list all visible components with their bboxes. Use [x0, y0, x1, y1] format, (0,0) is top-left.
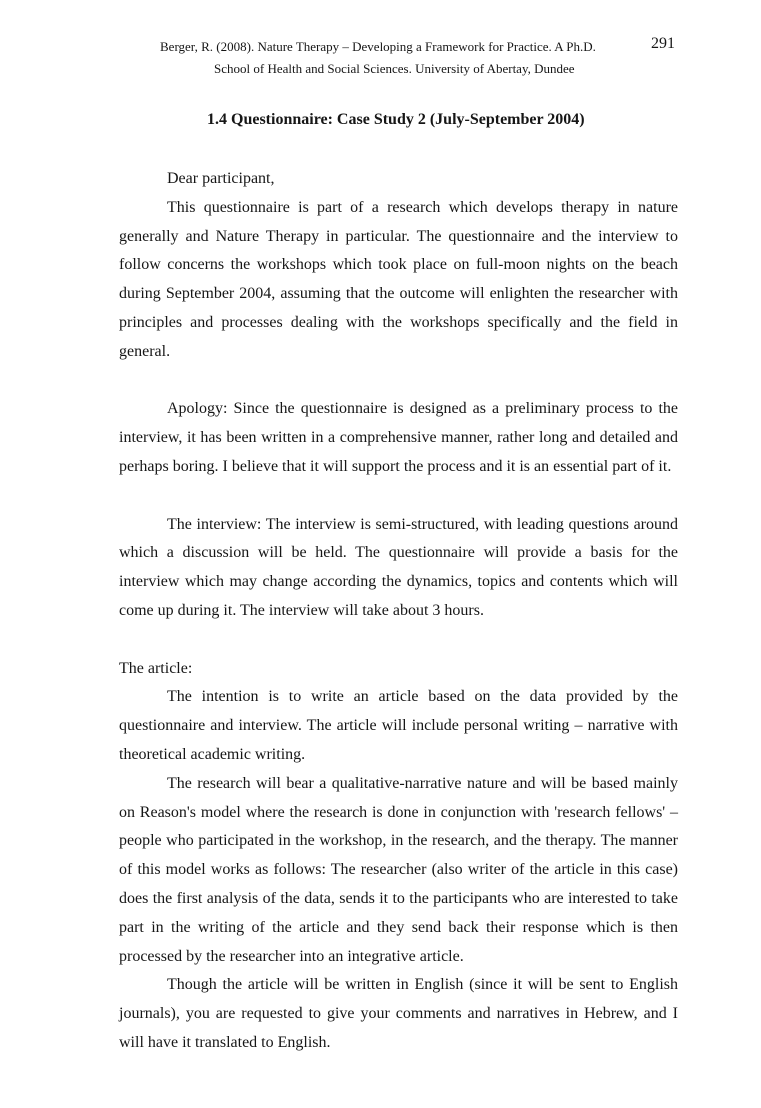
paragraph-article-intention: The intention is to write an article based on the data provided by the questionnaire and interview. The article will include personal writing – narrative with theoretical academic writing.: [119, 688, 678, 763]
paragraph-apology: Apology: Since the questionnaire is designed as a preliminary process to the interview, it has been written in a comprehensive manner, rather long and detailed and perhaps boring. I believe that it will support the process and it is an essential part of it.: [119, 400, 678, 475]
paragraph-language: Though the article will be written in English (since it will be sent to English journals), you are requested to give your comments and narratives in Hebrew, and I will have it translated to English.: [119, 976, 678, 1051]
paragraph-research-model: The research will bear a qualitative-narrative nature and will be based mainly on Reason's model where the research is done in conjunction with 'research fellows' – people who participated in the workshop, in the research, and the therapy. The manner of this model works as follows: The researcher (also writer of the article in this case) does the first analysis of the data, sends it to the participants who are interested to take part in the writing of the article and they send back their response which is then processed by the researcher into an integrative article.: [119, 774, 678, 965]
paragraph-intro: This questionnaire is part of a research which develops therapy in nature generally and Nature Therapy in particular. The questionnaire and the interview to follow concerns the workshops which took place on full-moon nights on the beach during September 2004, assuming that the outcome will enlighten the researcher with principles and processes dealing with the workshops specifically and the field in general.: [119, 198, 678, 360]
header-citation-line2: School of Health and Social Sciences. University of Abertay, Dundee: [214, 61, 575, 76]
paragraph-interview: The interview: The interview is semi-structured, with leading questions around which a discussion will be held. The questionnaire will provide a basis for the interview which may change according the dynamics, topics and contents which will come up during it. The interview will take about 3 hours.: [119, 515, 678, 619]
page-number: 291: [651, 35, 675, 52]
section-title: 1.4 Questionnaire: Case Study 2 (July-September 2004): [207, 111, 585, 128]
header-citation-line1: Berger, R. (2008). Nature Therapy – Developing a Framework for Practice. A Ph.D.: [160, 39, 596, 54]
salutation: Dear participant,: [167, 170, 275, 187]
document-body: [119, 165, 678, 1058]
article-heading: The article:: [119, 659, 193, 677]
